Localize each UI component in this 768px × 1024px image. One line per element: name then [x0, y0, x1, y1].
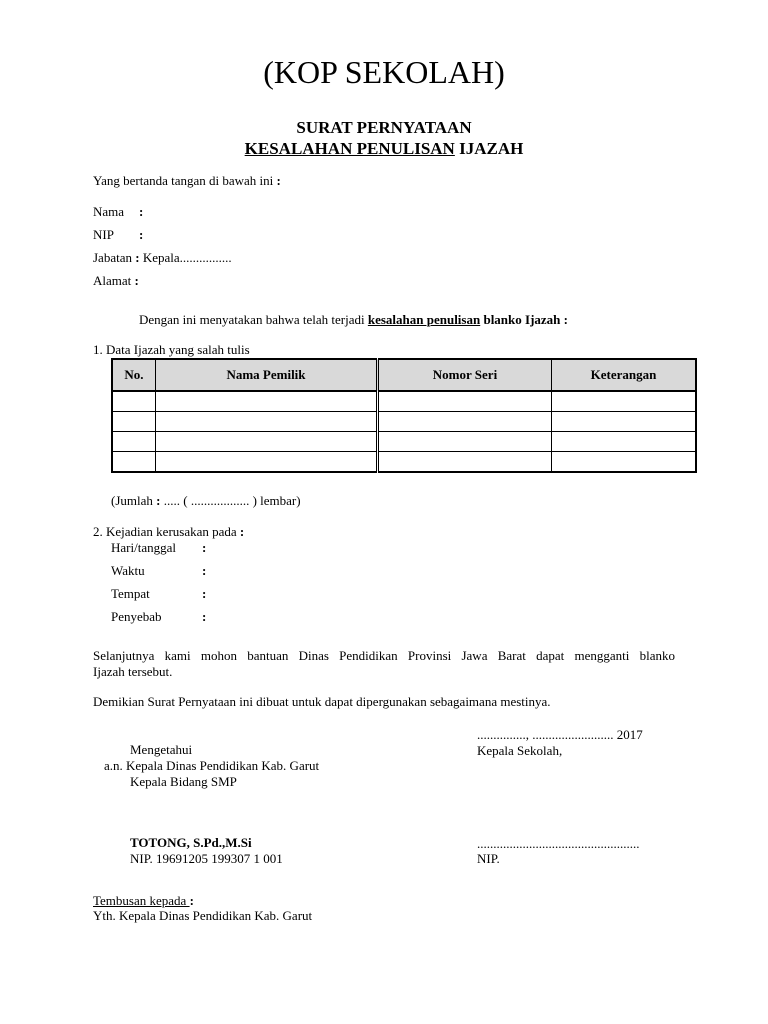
header-no: No. — [112, 359, 156, 391]
document-title: SURAT PERNYATAAN — [296, 118, 472, 137]
table-cell — [378, 432, 552, 452]
signature-date: ..............., ......................... 2017 — [477, 727, 643, 742]
kop-sekolah: (KOP SEKOLAH) — [263, 54, 505, 90]
field-jabatan-label: Jabatan — [93, 250, 136, 265]
field-nip-label: NIP — [93, 227, 114, 242]
field-waktu-label: Waktu — [111, 563, 145, 578]
table-row — [112, 432, 696, 452]
jumlah-pre: (Jumlah — [111, 493, 157, 508]
section1-label: 1. Data Ijazah yang salah tulis — [93, 342, 250, 357]
jumlah-line — [111, 493, 301, 509]
closing-paragraph: Demikian Surat Pernyataan ini dibuat untuk dapat dipergunakan sebagaimana mestinya. — [93, 694, 551, 709]
tembusan-label — [93, 893, 194, 909]
signature-right-nip: NIP. — [477, 851, 500, 866]
field-alamat-colon: : — [134, 273, 139, 288]
statement-emphasis: kesalahan penulisan — [367, 312, 481, 327]
signature-left-line2: a.n. Kepala Dinas Pendidikan Kab. Garut — [104, 758, 320, 773]
request-paragraph-line2: Ijazah tersebut. — [93, 664, 173, 679]
jumlah-colon: : — [156, 493, 161, 508]
table-cell — [112, 412, 156, 432]
section2-label — [93, 524, 244, 540]
intro-text: Yang bertanda tangan di bawah ini — [93, 173, 277, 188]
request-paragraph-line1: Selanjutnya kami mohon bantuan Dinas Pendidikan Provinsi Jawa Barat dapat mengganti blanko — [93, 648, 675, 663]
section2-label-text: 2. Kejadian kerusakan pada — [93, 524, 240, 539]
section2-label-colon: : — [239, 524, 245, 539]
table-cell — [156, 432, 378, 452]
table-cell — [552, 452, 697, 473]
intro-line — [93, 173, 281, 189]
document-subtitle — [0, 139, 768, 159]
field-hari-tanggal-label: Hari/tanggal — [111, 540, 176, 555]
table-cell — [552, 412, 697, 432]
field-penyebab-colon: : — [202, 609, 207, 624]
statement-line — [139, 312, 568, 328]
header-nomor-seri: Nomor Seri — [378, 359, 552, 391]
field-jabatan-value: Kepala................ — [139, 250, 232, 265]
field-tempat-colon: : — [202, 586, 207, 601]
table-cell — [156, 452, 378, 473]
table-row — [112, 452, 696, 473]
subtitle-rest: IJAZAH — [454, 139, 524, 158]
signature-left-line3: Kepala Bidang SMP — [130, 774, 237, 789]
table-cell — [156, 391, 378, 412]
table-cell — [552, 391, 697, 412]
table-cell — [378, 412, 552, 432]
tembusan-label-text: Tembusan kepada — [93, 893, 190, 908]
field-hari-tanggal-colon: : — [202, 540, 207, 555]
table-row — [112, 412, 696, 432]
field-nip-colon: : — [139, 227, 144, 242]
table-cell — [378, 391, 552, 412]
ijazah-data-table — [111, 358, 697, 473]
table-row — [112, 391, 696, 412]
table-cell — [112, 391, 156, 412]
statement-part1: Dengan ini menyatakan bahwa telah terjadi — [139, 312, 368, 327]
table-cell — [112, 432, 156, 452]
signature-left-line1: Mengetahui — [130, 742, 193, 757]
field-jabatan-colon: : — [135, 250, 140, 265]
signature-right-name-line: .................................................. — [477, 836, 640, 851]
jumlah-post: ..... ( .................. ) lembar) — [160, 493, 301, 508]
tembusan-colon: : — [189, 893, 194, 908]
intro-colon: : — [276, 173, 281, 188]
table-cell — [156, 412, 378, 432]
field-nama-label: Nama — [93, 204, 125, 219]
signature-left-name: TOTONG, S.Pd.,M.Si — [130, 835, 252, 850]
header-keterangan: Keterangan — [552, 359, 697, 391]
field-alamat-label: Alamat — [93, 273, 135, 288]
tembusan-recipient: Yth. Kepala Dinas Pendidikan Kab. Garut — [93, 908, 313, 923]
table-cell — [112, 452, 156, 473]
field-jabatan — [93, 250, 232, 266]
field-penyebab-label: Penyebab — [111, 609, 162, 624]
header-nama-pemilik: Nama Pemilik — [156, 359, 378, 391]
table-header-row — [112, 359, 696, 391]
subtitle-underlined: KESALAHAN PENULISAN — [244, 139, 455, 158]
table-cell — [378, 452, 552, 473]
signature-left-nip: NIP. 19691205 199307 1 001 — [130, 851, 283, 866]
signature-right-title: Kepala Sekolah, — [477, 743, 563, 758]
field-nama-colon: : — [139, 204, 144, 219]
field-alamat — [93, 273, 139, 289]
table-cell — [552, 432, 697, 452]
field-waktu-colon: : — [202, 563, 207, 578]
field-tempat-label: Tempat — [111, 586, 150, 601]
statement-part3: blanko Ijazah : — [480, 312, 568, 327]
